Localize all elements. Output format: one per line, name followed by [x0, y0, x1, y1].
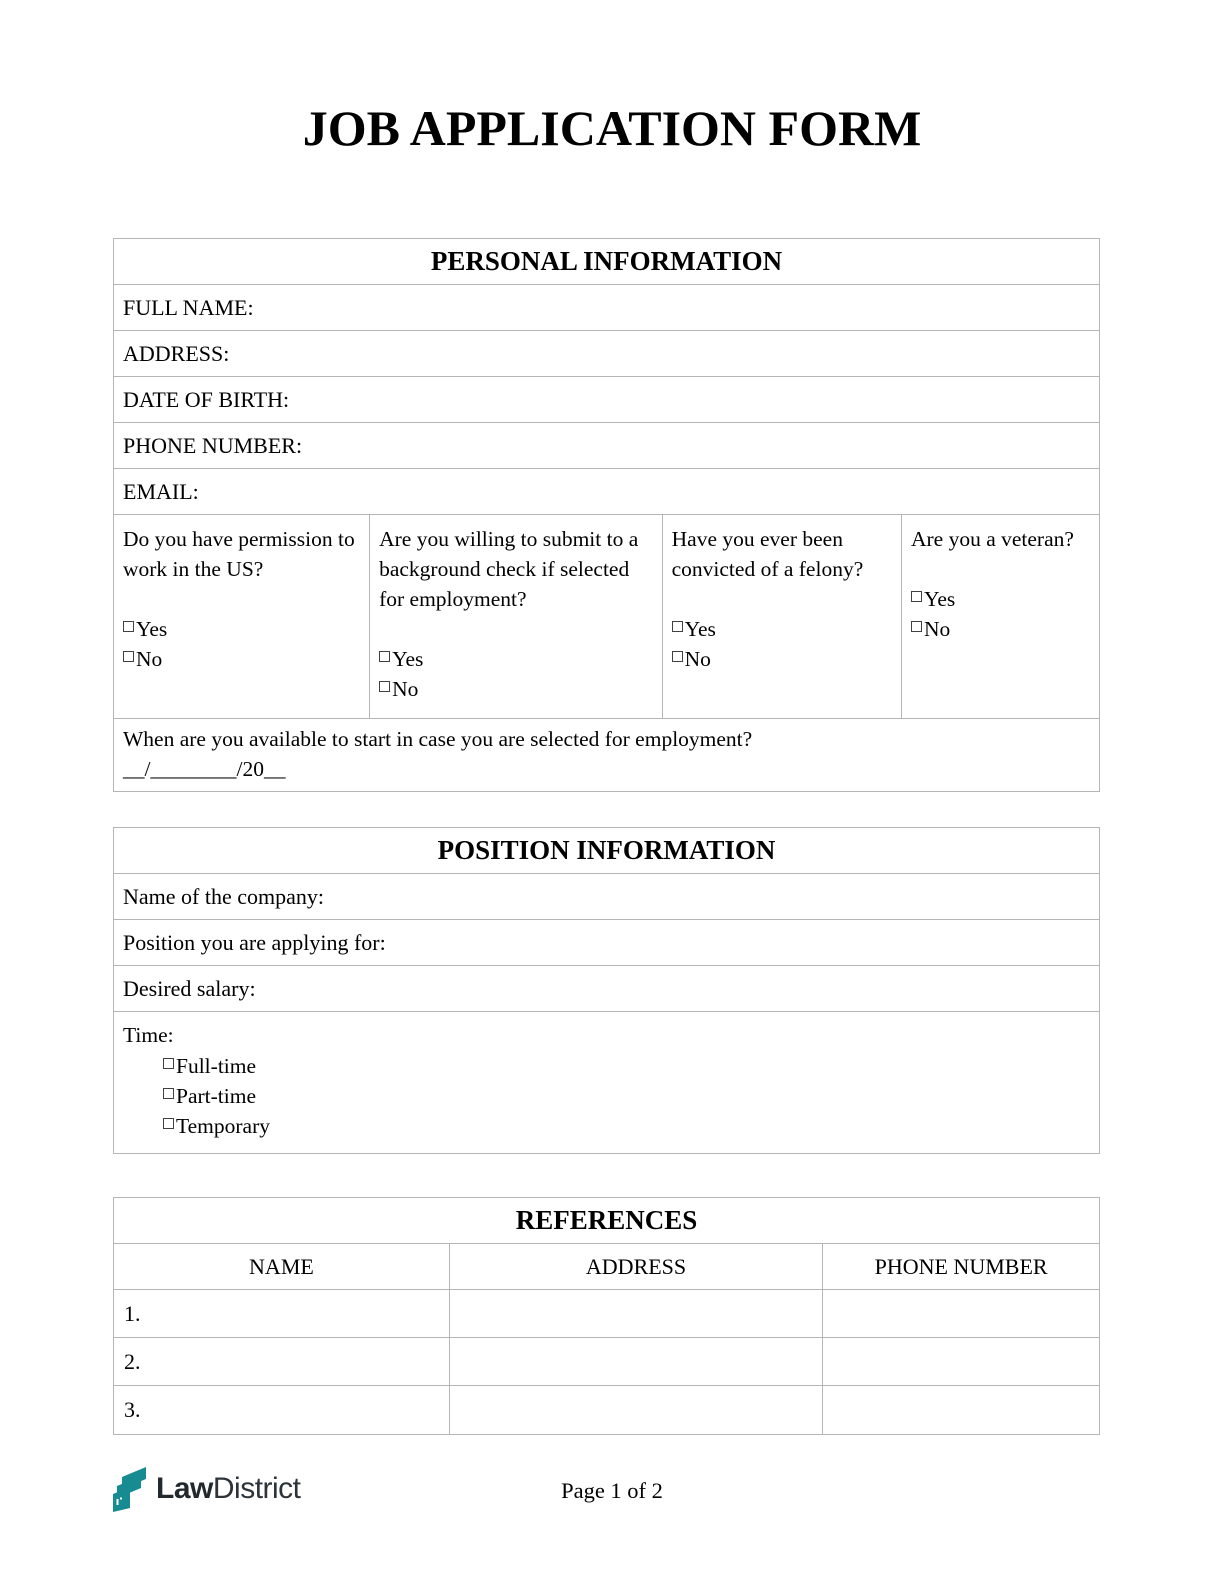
checkbox-icon[interactable] [163, 1118, 174, 1129]
reference-2-phone-cell[interactable] [823, 1338, 1099, 1385]
page-footer [0, 1462, 1224, 1532]
date-of-birth-field[interactable] [114, 377, 1099, 423]
option-label: Temporary [176, 1114, 271, 1138]
position-information-header: POSITION INFORMATION [114, 828, 1099, 874]
address-label: ADDRESS: [123, 340, 230, 366]
full-name-field[interactable] [114, 285, 1099, 331]
checkbox-icon[interactable] [123, 651, 134, 662]
option-label: Yes [392, 647, 424, 671]
column-header-address: ADDRESS [450, 1244, 823, 1289]
checkbox-icon[interactable] [672, 621, 683, 632]
position-applying-field[interactable] [114, 920, 1099, 966]
logo-wordmark [156, 1472, 301, 1506]
column-header-phone-number: PHONE NUMBER [874, 1253, 1048, 1279]
phone-number-label: PHONE NUMBER: [123, 432, 303, 458]
company-name-field[interactable] [114, 874, 1099, 920]
eligibility-questions-row [114, 515, 1099, 719]
availability-answer-line[interactable]: __/________/20__ [123, 757, 286, 781]
reference-2-name-cell[interactable] [114, 1338, 450, 1385]
page-title: JOB APPLICATION FORM [302, 100, 922, 156]
reference-1-address-cell[interactable] [450, 1290, 823, 1337]
availability-question: When are you available to start in case you are selected for employment? [123, 727, 753, 751]
option-label: Full-time [176, 1054, 257, 1078]
row-number: 2. [124, 1348, 141, 1374]
checkbox-icon[interactable] [163, 1088, 174, 1099]
page-number-indicator: Page 1 of 2 [561, 1478, 663, 1503]
checkbox-icon[interactable] [379, 681, 390, 692]
reference-3-name-cell[interactable] [114, 1386, 450, 1434]
references-header: REFERENCES [114, 1198, 1099, 1244]
option-label: Yes [136, 617, 168, 641]
reference-1-phone-cell[interactable] [823, 1290, 1099, 1337]
date-of-birth-label: DATE OF BIRTH: [123, 386, 290, 412]
email-field[interactable] [114, 469, 1099, 515]
option-label: No [684, 647, 711, 671]
time-label: Time: [123, 1023, 174, 1047]
checkbox-icon[interactable] [163, 1058, 174, 1069]
position-applying-label: Position you are applying for: [123, 929, 386, 955]
full-name-label: FULL NAME: [123, 294, 254, 320]
question-veteran [902, 515, 1099, 718]
availability-row[interactable] [114, 719, 1099, 791]
reference-row-3 [114, 1386, 1099, 1434]
reference-row-1 [114, 1290, 1099, 1338]
option-label: No [392, 677, 419, 701]
company-name-label: Name of the company: [123, 883, 324, 909]
question-background-check [370, 515, 663, 718]
reference-2-address-cell[interactable] [450, 1338, 823, 1385]
personal-information-header: PERSONAL INFORMATION [114, 239, 1099, 285]
reference-row-2 [114, 1338, 1099, 1386]
question-text: Are you a veteran? [910, 527, 1074, 551]
reference-3-address-cell[interactable] [450, 1386, 823, 1434]
question-felony [663, 515, 902, 718]
column-header-name: NAME [114, 1244, 450, 1289]
question-text: Do you have permission to work in the US? [123, 527, 355, 581]
row-number: 1. [124, 1300, 141, 1326]
references-table [113, 1197, 1100, 1435]
desired-salary-field[interactable] [114, 966, 1099, 1012]
option-label: Yes [684, 617, 716, 641]
question-text: Have you ever been convicted of a felony? [671, 527, 864, 581]
checkbox-icon[interactable] [911, 591, 922, 602]
logo-law-text: Law [156, 1472, 213, 1505]
lawdistrict-pages-icon [110, 1466, 156, 1512]
address-field[interactable] [114, 331, 1099, 377]
position-information-table [113, 827, 1100, 1154]
desired-salary-label: Desired salary: [123, 975, 256, 1001]
row-number: 3. [124, 1397, 141, 1422]
personal-information-table [113, 238, 1100, 792]
option-label: Part-time [176, 1084, 257, 1108]
checkbox-icon[interactable] [379, 651, 390, 662]
option-label: Yes [923, 587, 956, 611]
checkbox-icon[interactable] [672, 651, 683, 662]
logo-district-text: District [212, 1472, 301, 1505]
references-column-headers [114, 1244, 1099, 1290]
checkbox-icon[interactable] [911, 621, 922, 632]
document-content [113, 156, 1100, 1435]
time-row [114, 1012, 1099, 1153]
question-work-permission [114, 515, 370, 718]
phone-number-field[interactable] [114, 423, 1099, 469]
reference-3-phone-cell[interactable] [823, 1386, 1099, 1434]
email-label: EMAIL: [123, 478, 199, 504]
lawdistrict-logo [110, 1466, 301, 1512]
option-label: No [136, 647, 163, 671]
option-label: No [923, 617, 951, 641]
checkbox-icon[interactable] [123, 621, 134, 632]
reference-1-name-cell[interactable] [114, 1290, 450, 1337]
question-text: Are you willing to submit to a background check if selected for employment? [379, 527, 639, 611]
